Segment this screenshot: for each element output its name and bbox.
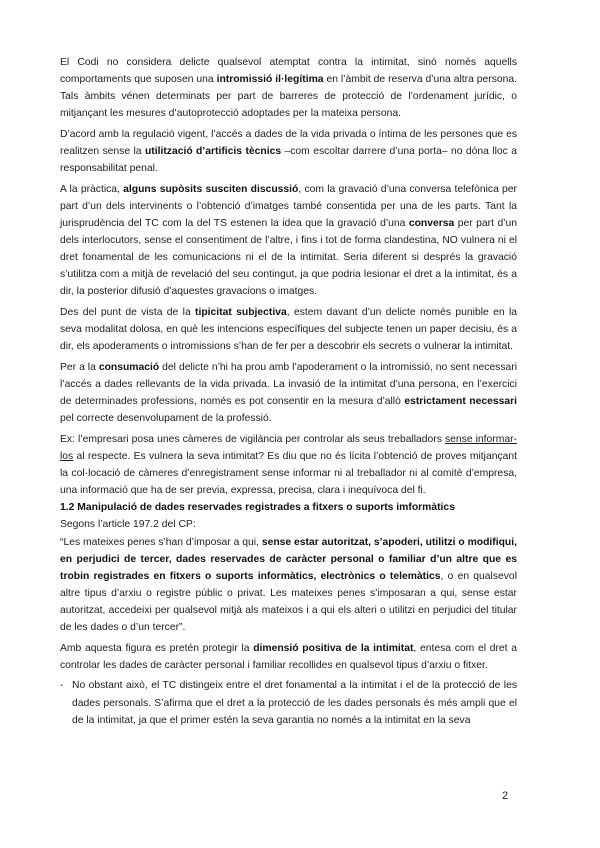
paragraph-consumacio: Per a la consumació del delicte n’hi ha prou amb l’apoderament o la intromissió, no sent necessari l’accés a dades rellevants de la vida privada. La invasió de la intimitat d’una persona, en l’exercici de determinades professions, només es pot consentir en la mesura d’allò estrictament necessari pel correcte desenvolupament de la professió. bbox=[60, 361, 517, 425]
list-item bbox=[60, 677, 517, 728]
term-artificis-tecnics: utilització d’artificis tècnics bbox=[144, 146, 282, 158]
quote-bold-text: sense estar autoritzat, s’apoderi, utilitzi o modifiqui, en perjudici de tercer, dades reservades de caràcter personal o familiar d’un altre que es trobin registrades en fitxers o suports informàtics, electrònics o telemàtics bbox=[60, 536, 517, 582]
term-suposits: alguns supòsits susciten discussió bbox=[123, 183, 299, 195]
paragraph-tipicitat-subjectiva: Des del punt de vista de la tipicitat subjectiva, estem davant d’un delicte només punible en la seva modalitat dolosa, en què les intencions específiques del subjecte tenen un paper decisiu, és a dir, els apoderaments o intromissions s’han de fer per a descobrir els secrets o vulnerar la intimitat. bbox=[60, 307, 517, 353]
page-number: 2 bbox=[502, 790, 509, 802]
paragraph-intromissio: El Codi no considera delicte qualsevol atemptat contra la intimitat, sinó només aquells comportaments que suposen una intromissió il·legítima en l’àmbit de reserva d’una altra persona. Tals àmbits vénen determinats per part de barreres de protecció de l’ordenament jurídic, o mitjançant les mesures d’autoprotecció adoptades per la mateixa persona. bbox=[60, 57, 518, 120]
underlined-sense-informar: sense informar-los bbox=[60, 433, 517, 463]
term-intromissio: intromissió il·legítima bbox=[216, 74, 324, 86]
term-dimensio-positiva: dimensió positiva de la intimitat bbox=[253, 642, 414, 654]
quote-article-197: “Les mateixes penes s’han d’imposar a qui, sense estar autoritzat, s’apoderi, utilitzi o modifiqui, en perjudici de tercer, dades reservades de caràcter personal o familiar d’un altre que es trobin registrades en fitxers o suports informàtics, electrònics o telemàtics, o en qualsevol altre tipus d’arxiu o registre públic o privat. Les mateixes penes s’imposaran a qui, sense estar autoritzat, accedeixi per qualsevol mitjà als mateixos i a qui els alteri o utilitzi en perjudici del titular de les dades o d’un tercer”. bbox=[60, 536, 517, 633]
dash-bullet: - bbox=[60, 680, 64, 692]
term-consumacio: consumació bbox=[98, 361, 160, 373]
paragraph-suposits-discussio: A la pràctica, alguns supòsits susciten discussió, com la gravació d’una conversa telefònica per part d’un dels intervinents o l’obtenció d’imatges també consentida per una de les parts. Tant la jurisprudència del TC com la del TS estenen la idea que la gravació d’una conversa per part d’un dels interlocutors, sense el consentiment de l’altre, i fins i tot de forma clandestina, NO vulnera ni el dret fonamental de les comunicacions ni el de la intimitat. Seria diferent si després la gravació s’utilitza com a mitjà de revelació del seu contingut, ja que podria lesionar el dret a la intimitat, és a dir, la posterior difusió d’aquestes gravacions o imatges. bbox=[60, 183, 518, 298]
term-estrictament-necessari: estrictament necessari bbox=[404, 396, 517, 408]
term-tipicitat: tipicitat subjectiva bbox=[195, 307, 287, 319]
term-conversa: conversa bbox=[408, 218, 455, 230]
paragraph-dimensio-positiva: Amb aquesta figura es pretén protegir la dimensió positiva de la intimitat, entesa com el dret a controlar les dades de caràcter personal i familiar recollides en qualsevol tipus d’arxiu o fitxer. bbox=[60, 642, 517, 671]
paragraph-article: Segons l’article 197.2 del CP: bbox=[60, 519, 196, 531]
paragraph-artificis-tecnics: D’acord amb la regulació vigent, l’accés a dades de la vida privada o íntima de les persones que es realitzen sense la utilització d’artificis tècnics –com escoltar darrere d’una porta– no dóna lloc a responsabilitat penal. bbox=[60, 128, 517, 175]
section-heading: 1.2 Manipulació de dades reservades registrades a fitxers o suports imformàtics bbox=[60, 502, 455, 514]
document-page bbox=[60, 54, 517, 729]
list-item-text: No obstant això, el TC distingeix entre el dret fonamental a la intimitat i el de la protecció de les dades personals. S’afirma que el dret a la protecció de les dades personals és més ampli que el de la intimitat, ja que el primer estén la seva garantia no només a la intimitat en la seva bbox=[72, 680, 517, 726]
paragraph-exemple: Ex: l’empresari posa unes càmeres de vigilància per controlar als seus treballadors sense informar-los al respecte. Es vulnera la seva intimitat? Es diu que no és lícita l’obtenció de proves mitjançant la col·locació de càmeres d’enregistrament sense informar ni al treballador ni al comitè d’empresa, una informació que ha de ser previa, expressa, precisa, clara i inequívoca del fi. bbox=[60, 433, 517, 497]
